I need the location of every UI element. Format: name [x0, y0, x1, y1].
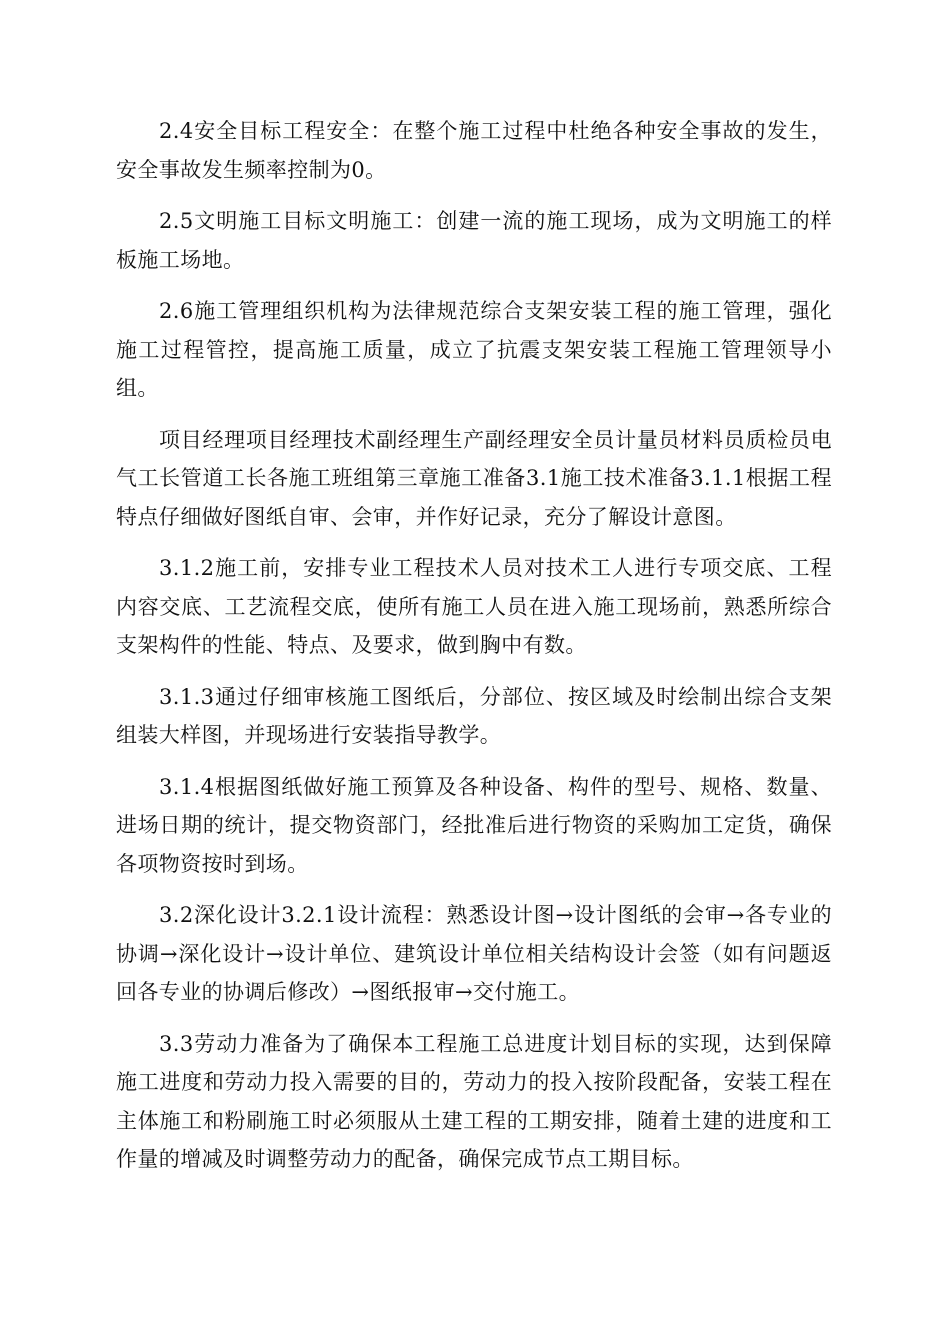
paragraph-2-6-management-organization: 2.6施工管理组织机构为法律规范综合支架安装工程的施工管理，强化施工过程管控，提高施工质量，成立了抗震支架安装工程施工管理领导小组。 [116, 299, 832, 400]
paragraph-org-chart-and-3-1-1: 项目经理项目经理技术副经理生产副经理安全员计量员材料员质检员电气工长管道工长各施工班组第三章施工准备3.1施工技术准备3.1.1根据工程特点仔细做好图纸自审、会审，并作好记录，充分了解设计意图。 [116, 427, 832, 529]
paragraph-2-5-civilized-construction: 2.5文明施工目标文明施工：创建一流的施工现场，成为文明施工的样板施工场地。 [116, 209, 832, 272]
paragraph-3-1-2-technical-briefing: 3.1.2施工前，安排专业工程技术人员对技术工人进行专项交底、工程内容交底、工艺流程交底，使所有施工人员在进入施工现场前，熟悉所综合支架构件的性能、特点、及要求，做到胸中有数。 [116, 556, 832, 657]
paragraph-3-1-3-drawing-review: 3.1.3通过仔细审核施工图纸后，分部位、按区域及时绘制出综合支架组装大样图，并现场进行安装指导教学。 [116, 684, 832, 747]
paragraph-3-2-deepened-design: 3.2深化设计3.2.1设计流程：熟悉设计图→设计图纸的会审→各专业的协调→深化设计→设计单位、建筑设计单位相关结构设计会签（如有问题返回各专业的协调后修改）→图纸报审→交付施工。 [116, 903, 832, 1004]
paragraph-3-1-4-budget-and-materials: 3.1.4根据图纸做好施工预算及各种设备、构件的型号、规格、数量、进场日期的统计，提交物资部门，经批准后进行物资的采购加工定货，确保各项物资按时到场。 [116, 774, 832, 876]
paragraph-2-4-safety-target: 2.4安全目标工程安全：在整个施工过程中杜绝各种安全事故的发生，安全事故发生频率控制为0。 [116, 119, 832, 182]
paragraph-3-3-labor-preparation: 3.3劳动力准备为了确保本工程施工总进度计划目标的实现，达到保障施工进度和劳动力投入需要的目的，劳动力的投入按阶段配备，安装工程在主体施工和粉刷施工时必须服从土建工程的工期安排，随着土建的进度和工作量的增减及时调整劳动力的配备，确保完成节点工期目标。 [116, 1031, 832, 1171]
